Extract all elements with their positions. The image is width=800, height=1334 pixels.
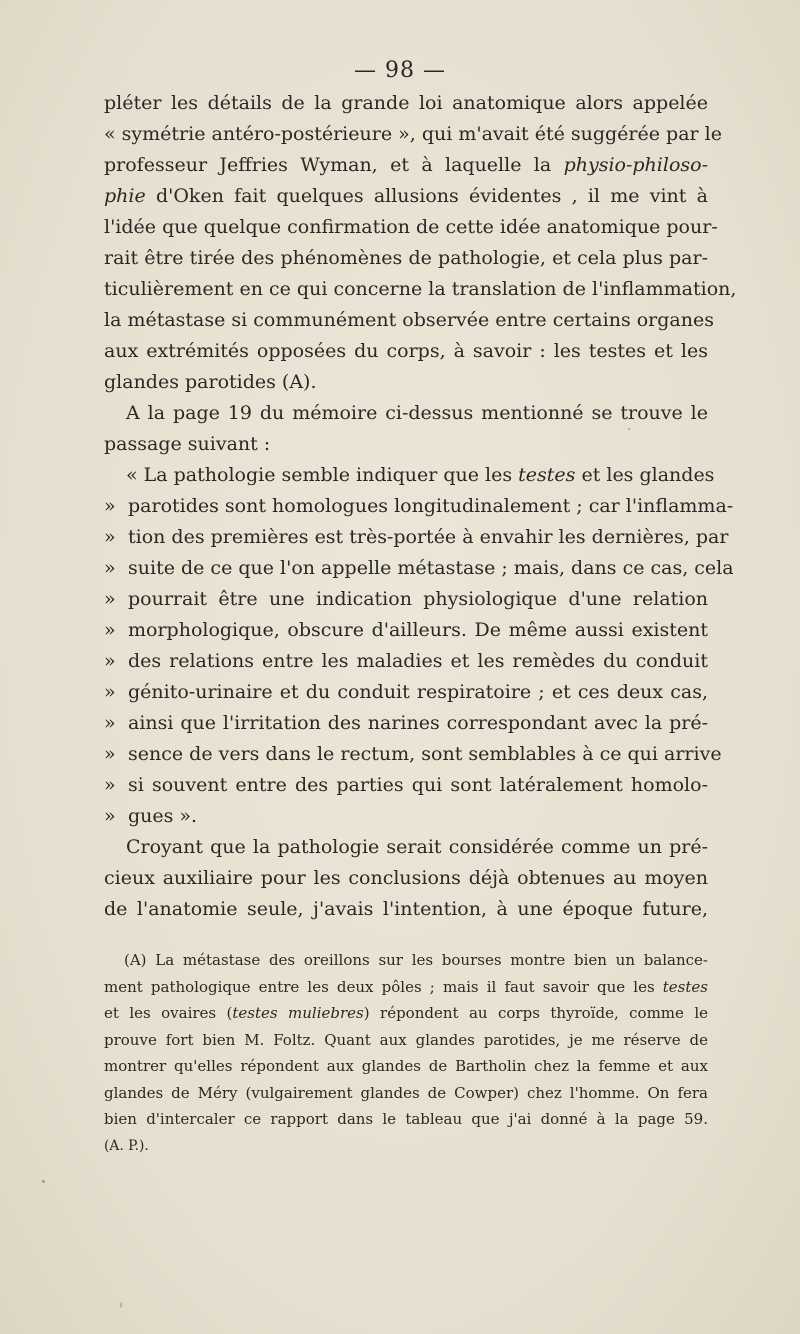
quote-line [104,677,708,708]
paper-speck [42,1180,45,1183]
text-fragment: d'Oken fait quelques allusions évidentes , il me vint à [145,185,708,207]
footnote [104,947,708,1159]
quote-line [104,770,708,801]
text-fragment: et les ovaires ( [104,1004,233,1022]
quote-mark: » [104,681,116,703]
text-fragment: morphologique, obscure d'ailleurs. De même aussi existent [128,619,708,641]
quote-mark: » [104,774,116,796]
quote-line [104,646,708,677]
quote-mark: » [104,712,116,734]
quote-mark: » [104,743,116,765]
text-fragment: et les glandes [575,464,715,486]
paper-speck [628,428,630,430]
text-fragment: ) répondent au corps thyroïde, comme le [363,1004,708,1022]
footnote-line: prouve fort bien M. Foltz. Quant aux glandes parotides, je me réserve de [104,1030,708,1049]
footnote-line [104,974,708,1001]
text-line: « symétrie antéro-postérieure », qui m'avait été suggérée par le [104,123,722,145]
italic-term: physio-philoso- [563,154,708,176]
text-line: glandes parotides (A). [104,371,317,393]
quote-mark: » [104,526,116,548]
page-number: — 98 — [354,58,446,83]
text-line: l'idée que quelque confirmation de cette idée anatomique pour- [104,216,718,238]
quote-mark: » [104,557,116,579]
italic-term: phie [104,185,146,207]
text-fragment: parotides sont homologues longitudinalement ; car l'inflamma- [128,495,734,517]
text-fragment: génito-urinaire et du conduit respiratoire ; et ces deux cas, [128,681,708,703]
paper-speck [120,1302,122,1308]
quote-line [104,615,708,646]
text-fragment: tion des premières est très-portée à envahir les dernières, par [128,526,729,548]
text-line: Croyant que la pathologie serait considérée comme un pré- [126,836,708,858]
text-fragment: suite de ce que l'on appelle métastase ; mais, dans ce cas, cela [128,557,734,579]
text-line: pléter les détails de la grande loi anatomique alors appelée [104,92,708,114]
footnote-line [104,1000,708,1027]
text-fragment: « La pathologie semble indiquer que les [126,464,519,486]
text-fragment: ainsi que l'irritation des narines correspondant avec la pré- [128,712,708,734]
text-fragment: des relations entre les maladies et les remèdes du conduit [128,650,708,672]
italic-term: testes [518,464,576,486]
text-line: A la page 19 du mémoire ci-dessus mentionné se trouve le [126,402,708,424]
text-line: passage suivant : [104,433,271,455]
footnote-line: montrer qu'elles répondent aux glandes de Bartholin chez la femme et aux [104,1057,708,1075]
quote-line [104,553,734,584]
text-fragment: si souvent entre des parties qui sont latéralement homolo- [128,774,708,796]
text-fragment: pourrait être une indication physiologique d'une relation [128,588,708,610]
text-fragment: gues ». [128,805,198,827]
italic-term: testes muliebres [232,1004,364,1022]
quote-mark: » [104,588,116,610]
footnote-line: (A) La métastase des oreillons sur les bourses montre bien un balance- [124,951,708,969]
quote-line [104,708,708,739]
footnote-signature: (A. P.). [104,1137,149,1154]
text-line: aux extrémités opposées du corps, à savoir : les testes et les [104,340,708,362]
footnote-line: bien d'intercaler ce rapport dans le tableau que j'ai donné à la page 59. [104,1110,708,1128]
italic-term: testes [662,977,708,996]
quote-line [104,491,734,522]
text-fragment: sence de vers dans le rectum, sont semblables à ce qui arrive [128,743,722,765]
text-line: de l'anatomie seule, j'avais l'intention, à une époque future, [104,898,708,920]
text-line: cieux auxiliaire pour les conclusions déjà obtenues au moyen [104,867,708,889]
quote-mark: » [104,619,116,641]
text-line: rait être tirée des phénomènes de pathologie, et cela plus par- [104,247,708,269]
text-line: ticulièrement en ce qui concerne la translation de l'inflammation, [104,278,737,300]
text-line [104,150,708,181]
footnote-line: glandes de Méry (vulgairement glandes de Cowper) chez l'homme. On fera [104,1083,708,1102]
quote-line [104,584,708,615]
quote-mark: » [104,650,116,672]
text-fragment: professeur Jeffries Wyman, et à laquelle la [104,154,564,176]
quote-line [104,522,729,553]
main-text [104,88,737,925]
quote-line [104,739,722,770]
quote-line [104,801,708,832]
quote-mark: » [104,495,116,517]
text-line [104,181,708,212]
text-line: la métastase si communément observée entre certains organes [104,309,714,331]
quote-mark: » [104,805,116,827]
quote-line [104,460,715,491]
text-fragment: ment pathologique entre les deux pôles ; mais il faut savoir que les [104,977,663,996]
